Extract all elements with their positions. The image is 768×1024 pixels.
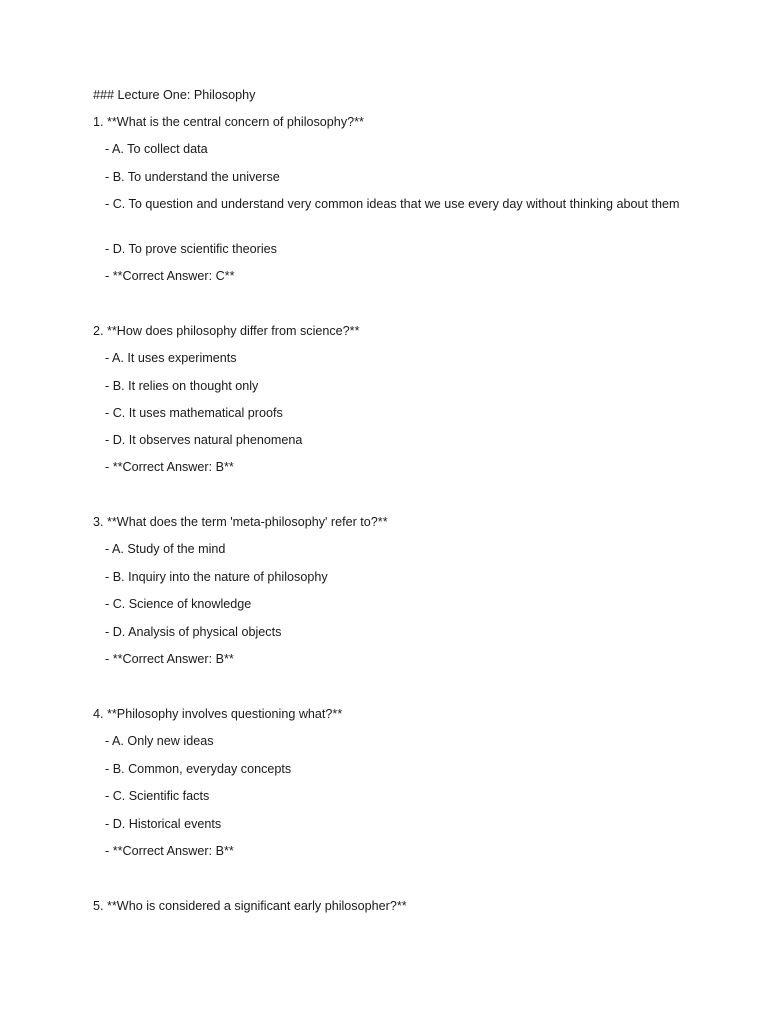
- question-4-option-a: - A. Only new ideas: [105, 734, 214, 748]
- document-heading: ### Lecture One: Philosophy: [93, 88, 256, 102]
- question-1-option-d: - D. To prove scientific theories: [105, 242, 277, 256]
- question-4-option-b: - B. Common, everyday concepts: [105, 762, 292, 776]
- question-4-option-d: - D. Historical events: [105, 817, 222, 831]
- question-2-answer: - **Correct Answer: B**: [105, 460, 234, 474]
- question-1-option-a: - A. To collect data: [105, 142, 208, 156]
- question-3-option-d: - D. Analysis of physical objects: [105, 625, 282, 639]
- question-2-option-c: - C. It uses mathematical proofs: [105, 406, 283, 420]
- question-5-prompt: 5. **Who is considered a significant early philosopher?**: [93, 899, 407, 913]
- question-3-answer: - **Correct Answer: B**: [105, 652, 234, 666]
- question-3-option-c: - C. Science of knowledge: [105, 597, 252, 611]
- question-3-prompt: 3. **What does the term 'meta-philosophy' refer to?**: [93, 515, 388, 529]
- question-2-prompt: 2. **How does philosophy differ from science?**: [93, 324, 360, 338]
- question-4-prompt: 4. **Philosophy involves questioning what?**: [93, 707, 343, 721]
- question-2-option-a: - A. It uses experiments: [105, 351, 237, 365]
- question-4-option-c: - C. Scientific facts: [105, 789, 210, 803]
- question-2-option-d: - D. It observes natural phenomena: [105, 433, 303, 447]
- question-4-answer: - **Correct Answer: B**: [105, 844, 234, 858]
- question-1-option-b: - B. To understand the universe: [105, 170, 280, 184]
- question-1-option-c: - C. To question and understand very common ideas that we use every day without thinking about them: [105, 197, 680, 211]
- question-1-prompt: 1. **What is the central concern of philosophy?**: [93, 115, 364, 129]
- question-3-option-b: - B. Inquiry into the nature of philosophy: [105, 570, 328, 584]
- question-1-answer: - **Correct Answer: C**: [105, 269, 235, 283]
- question-3-option-a: - A. Study of the mind: [105, 542, 226, 556]
- question-2-option-b: - B. It relies on thought only: [105, 379, 259, 393]
